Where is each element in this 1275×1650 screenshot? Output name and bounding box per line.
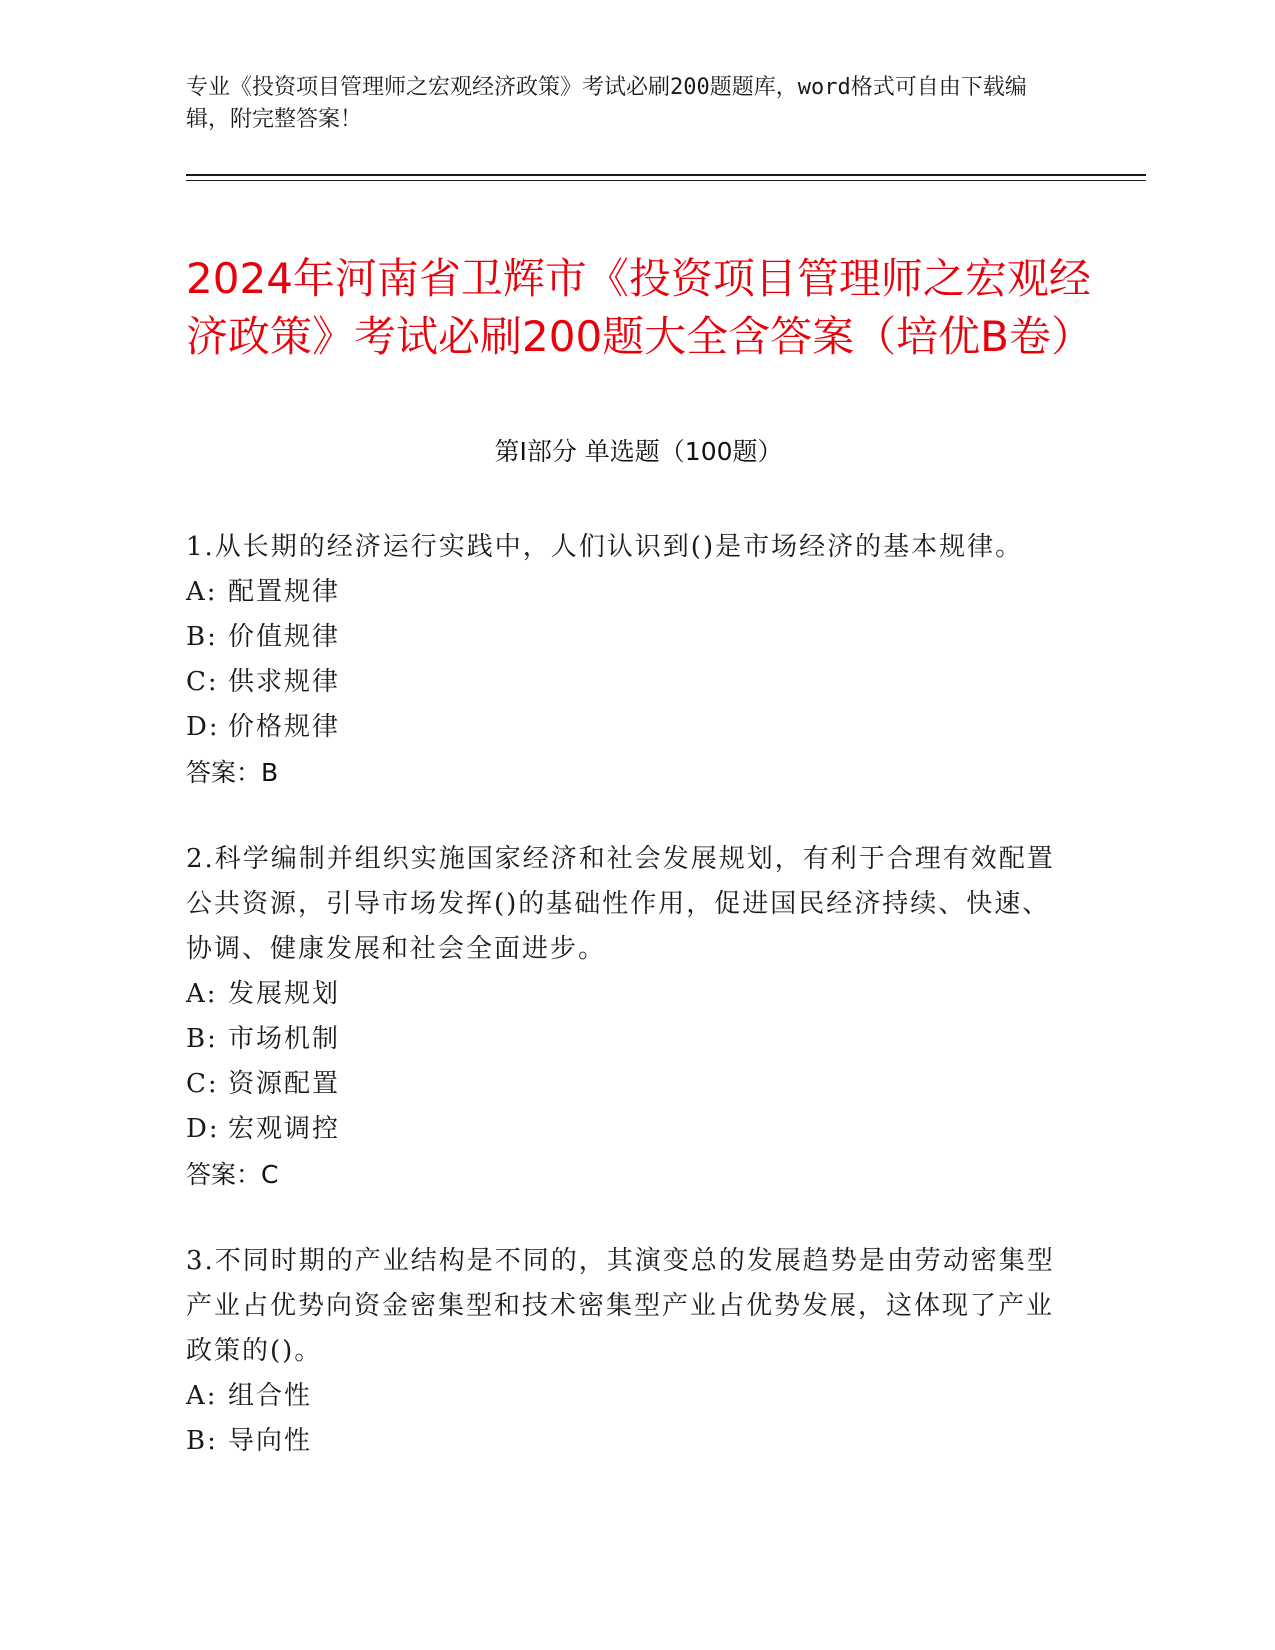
option-text: 市场机制 — [228, 1024, 341, 1054]
option-text: 配置规律 — [228, 577, 341, 607]
section-heading: 第Ⅰ部分 单选题（100题） — [494, 437, 783, 466]
question-2 — [186, 837, 1066, 1197]
question-1 — [186, 525, 1066, 795]
option-d — [186, 705, 1066, 750]
option-text: 发展规划 — [228, 979, 341, 1009]
option-text: 价值规律 — [228, 622, 341, 652]
option-text: 宏观调控 — [228, 1114, 341, 1144]
question-stem: 1.从长期的经济运行实践中，人们认识到()是市场经济的基本规律。 — [186, 532, 1024, 562]
option-letter: B: — [186, 622, 218, 652]
option-d — [186, 1107, 1066, 1152]
option-letter: A: — [186, 577, 218, 607]
option-letter: C: — [186, 667, 219, 697]
option-letter: B: — [186, 1426, 218, 1456]
answer-line: 答案：B — [186, 758, 279, 787]
option-text: 导向性 — [228, 1426, 313, 1456]
option-c — [186, 1062, 1066, 1107]
header-divider — [186, 174, 1146, 176]
option-text: 供求规律 — [228, 667, 341, 697]
answer-line: 答案：C — [186, 1160, 279, 1189]
document-title: 2024年河南省卫辉市《投资项目管理师之宏观经济政策》考试必刷200题大全含答案（培优B卷） — [186, 254, 1093, 362]
option-letter: A: — [186, 1381, 218, 1411]
header-note: 专业《投资项目管理师之宏观经济政策》考试必刷200题题库，word格式可自由下载编辑，附完整答案！ — [186, 75, 1027, 132]
option-letter: C: — [186, 1069, 219, 1099]
option-b — [186, 615, 1066, 660]
question-3 — [186, 1239, 1066, 1464]
option-letter: B: — [186, 1024, 218, 1054]
header-divider-thin — [186, 180, 1146, 181]
question-stem: 2.科学编制并组织实施国家经济和社会发展规划，有利于合理有效配置公共资源，引导市场发挥()的基础性作用，促进国民经济持续、快速、协调、健康发展和社会全面进步。 — [186, 844, 1055, 964]
option-text: 组合性 — [228, 1381, 313, 1411]
option-a — [186, 972, 1066, 1017]
option-letter: D: — [186, 712, 220, 742]
option-a — [186, 1374, 1066, 1419]
question-stem: 3.不同时期的产业结构是不同的，其演变总的发展趋势是由劳动密集型产业占优势向资金密集型和技术密集型产业占优势发展，这体现了产业政策的()。 — [186, 1246, 1055, 1366]
option-text: 价格规律 — [228, 712, 341, 742]
option-text: 资源配置 — [228, 1069, 341, 1099]
option-c — [186, 660, 1066, 705]
option-letter: A: — [186, 979, 218, 1009]
option-b — [186, 1419, 1066, 1464]
option-a — [186, 570, 1066, 615]
question-list — [186, 525, 1066, 1506]
option-b — [186, 1017, 1066, 1062]
option-letter: D: — [186, 1114, 220, 1144]
